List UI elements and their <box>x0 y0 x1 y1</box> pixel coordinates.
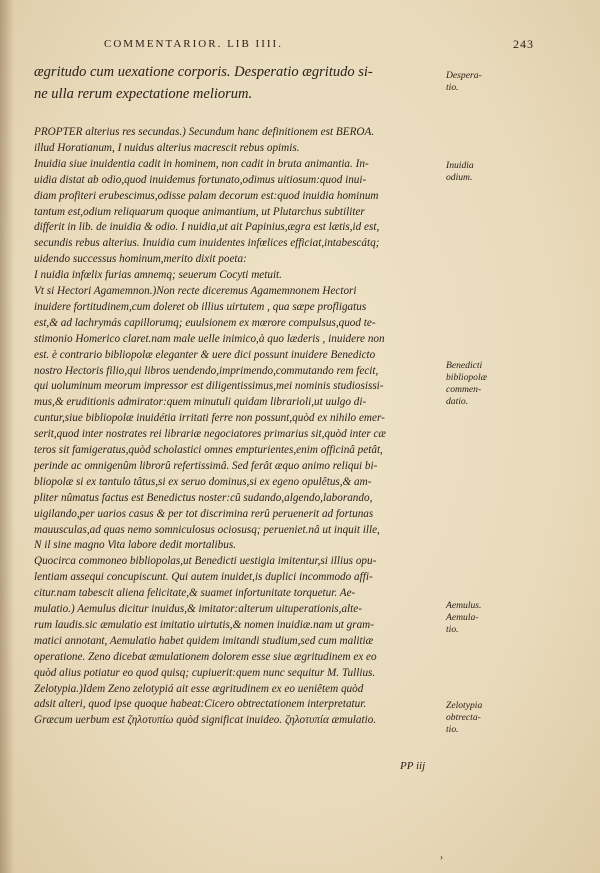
text-line: perinde ac omnigenûm librorû refertissimâ. Sed ferât æquo animo reliqui bi- <box>34 459 378 472</box>
text-line: bliopolæ si ex tantulo tâtus,si ex seruo dominus,si ex egeno opulêtus,& am- <box>34 475 372 488</box>
text-line: mulatio.) Aemulus dicitur inuidus,& imitator:alterum uituperationis,alte- <box>34 603 362 615</box>
margin-note: Inuidia <box>446 160 474 171</box>
text-line: stimonio Homerico claret.nam male uelle inimico,à quo læderis , inuidere non <box>34 332 385 345</box>
margin-note: bibliopolæ <box>446 372 488 383</box>
margin-note: tio. <box>446 624 459 635</box>
text-line: lentiam assequi concupiscunt. Qui autem inuidet,is duplici incommodo affi- <box>34 571 373 584</box>
text-line: I nuidia infœlix furias amnemq; seuerum Cocyti metuit. <box>34 269 282 282</box>
page-number: 243 <box>513 37 534 51</box>
text-line: uidendo successus hominum,merito dixit poeta: <box>34 253 247 266</box>
margin-note: Despera- <box>446 70 482 81</box>
text-line: PROPTER alterius res secundas.) Secundum hanc definitionem est BEROA. <box>34 126 375 138</box>
margin-note: Aemula- <box>446 612 479 623</box>
text-line: diam profiteri erubescimus,odisse palam decorum est:quod inuidia hominum <box>34 189 379 202</box>
text-line: differit in lib. de inuidia & odio. I nuidia,ut ait Papinius,ægra est lætis,id est, <box>34 221 380 234</box>
text-line: Vt si Hectori Agamemnon.)Non recte diceremus Agamemnonem Hectori <box>34 285 357 297</box>
text-line: illud Horatianum, I nuidus alterius macrescit rebus opimis. <box>34 141 300 154</box>
margin-note: commen- <box>446 384 482 395</box>
text-line: rum laudis.sic æmulatio est imitatio uirtutis,& nomen inuidiæ.nam ut gram- <box>34 618 374 631</box>
margin-note: datio. <box>446 396 469 407</box>
text-line: est,& ad lachrymás capillorumq; euulsionem ex mœrore compulsus,quod te- <box>34 316 376 329</box>
text-line: uidia distat ab odio,quod inuidemus fortunato,odimus uitiosum:quod inui- <box>34 173 367 186</box>
text-line: tantum est,odium reliquarum quoque animantium, ut Plutarchus subtiliter <box>34 205 365 218</box>
text-line: teros sit famigeratus,quòd scholastici omnes empturientes,enim officinâ petât, <box>34 444 383 456</box>
text-line: Zelotypia.)Idem Zeno zelotypiá ait esse ægritudinem ex eo ueniêtem quòd <box>34 682 364 695</box>
text-line: Græcum uerbum est ζηλοτυπίω quòd significat inuideo. ζηλοτυπία æmulatio. <box>34 714 377 727</box>
text-line: pliter nûmatus factus est Benedictus noster:cû sudando,algendo,laborando, <box>34 491 373 504</box>
margin-note: tio. <box>446 82 459 93</box>
text-line: matici annotant, Aemulatio habet quidem imitandi studium,sed cum malitiæ <box>34 634 374 647</box>
margin-note: Zelotypia <box>446 700 483 711</box>
margin-note: odium. <box>446 172 473 183</box>
margin-note: Benedicti <box>446 360 483 371</box>
text-line: uigilando,per uarios casus & per tot discrimina rerû peruenerit ad fortunas <box>34 507 374 520</box>
text-line: cuntur,siue bibliopolæ inuidétia irritati ferre non possunt,quòd ex nihilo emer- <box>34 412 385 425</box>
text-line: quòd alius potiatur eo quod quisq; cupiuerit:quem nunc sequitur M. Tullius. <box>34 666 376 679</box>
text-line: inuidere fortitudinem,cum doleret ob illius uirtutem , qua sæpe profligatus <box>34 300 367 313</box>
text-line: adsit alteri, quod ipse quoque habeat:Cicero obtrectationem interpretatur. <box>34 698 367 711</box>
text-line: secundis rebus alterius. Inuidia cum inuidentes infœlices efficiat,intabescátq; <box>34 237 380 250</box>
text-line: qui uoluminum meorum impressor est diligentissimus,mei nominis studiosissi- <box>34 380 384 393</box>
text-line: Quocirca commoneo bibliopolas,ut Benedicti uestigia imitentur,si illius opu- <box>34 555 377 568</box>
margin-note: obtrecta- <box>446 712 481 723</box>
text-line: mauusculas,ad quas nemo somniculosus ociosusq; perueniet.nâ ut inquit ille, <box>34 523 380 536</box>
text-line: est. è contrario bibliopolæ eleganter & uere dici possunt inuidere Benedicto <box>34 348 376 361</box>
running-head-title: COMMENTARIOR. LIB IIII. <box>104 38 283 50</box>
text-line: nostro Hectoris filio,qui libros uendendo,imprimendo,commutando rem fecit, <box>34 364 379 377</box>
text-line: operatione. Zeno dicebat æmulationem dolorem esse siue ægritudinem ex eo <box>34 650 377 663</box>
gutter-shadow <box>0 0 14 873</box>
signature-mark: PP iij <box>400 760 426 772</box>
text-line: N il sine magno Vita labore dedit mortalibus. <box>34 539 236 552</box>
text-line: Inuidia siue inuidentia cadit in hominem, non cadit in bruta animantia. In- <box>34 157 369 170</box>
text-line: serit,quod inter nostrates rei librariæ negociatores primarius sit,quòd inter cæ <box>34 428 386 441</box>
lead-line: ne ulla rerum expectatione meliorum. <box>34 86 253 102</box>
margin-note: Aemulus. <box>446 600 482 611</box>
page-foot-mark: › <box>440 852 443 862</box>
lead-line: ægritudo cum uexatione corporis. Desperatio ægritudo si- <box>34 64 373 80</box>
text-line: mus,& eruditionis admirator:quem minutuli quidam librarioli,ut uulgo di- <box>34 396 367 409</box>
text-line: citur.nam tabescit aliena felicitate,& suamet infortunitate torquetur. Ae- <box>34 587 356 600</box>
margin-note: tio. <box>446 724 459 735</box>
